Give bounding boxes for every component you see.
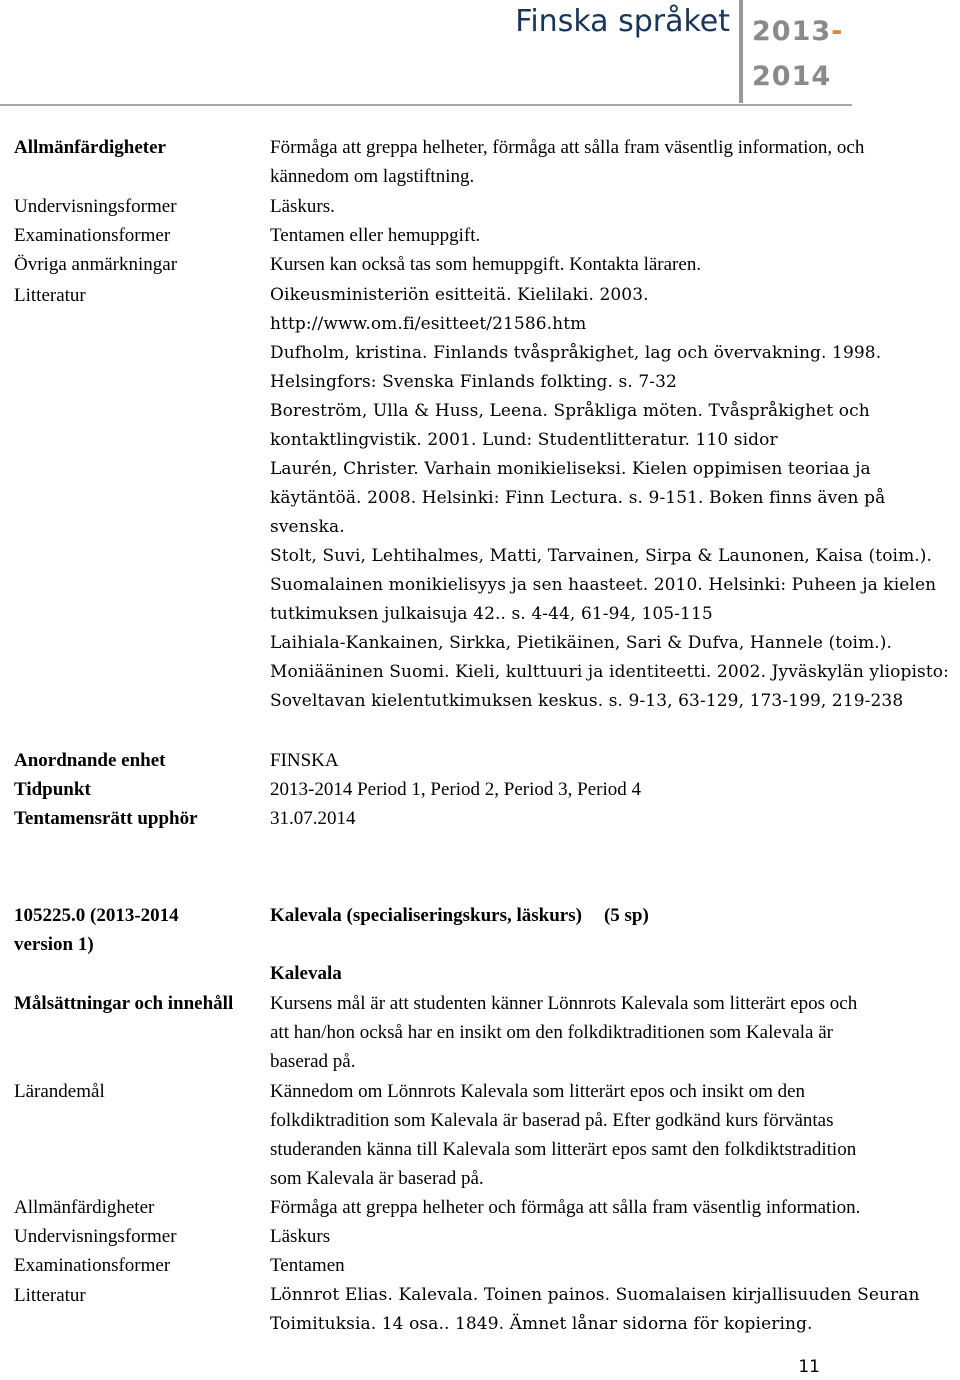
c1-allmanfardigheter-value: Förmåga att greppa helheter, förmåga att sålla fram väsentlig information, och kännedom om lagstiftning. [270,137,865,187]
c1-tidpunkt-value: 2013-2014 Period 1, Period 2, Period 3, Period 4 [270,779,642,800]
c2-litteratur-label: Litteratur [14,1285,86,1306]
c1-litteratur-label: Litteratur [14,285,86,306]
c2-subtitle: Kalevala [270,963,342,984]
c1-lit-line: Stolt, Suvi, Lehtihalmes, Matti, Tarvainen, Sirpa & Launonen, Kaisa (toim.). [270,546,933,566]
c2-malsattningar-label: Målsättningar och innehåll [14,993,234,1014]
header-title: Finska språket [515,4,730,39]
c2-examinationsformer-label: Examinationsformer [14,1255,171,1276]
c1-ovriga-value: Kursen kan också tas som hemuppgift. Kontakta läraren. [270,254,702,275]
c2-credits: (5 sp) [603,905,649,926]
c2-undervisningsformer-label: Undervisningsformer [14,1226,177,1247]
c1-anordnande-value: FINSKA [270,750,339,771]
c1-lit-line: Oikeusministeriön esitteitä. Kielilaki. 2003. [270,285,649,305]
c1-examinationsformer-value: Tentamen eller hemuppgift. [270,225,481,246]
c2-litteratur-list [270,1281,960,1339]
page-number: 11 [798,1357,820,1377]
c1-undervisningsformer-label: Undervisningsformer [14,196,177,217]
c2-undervisningsformer-value: Läskurs [270,1226,331,1247]
c1-lit-line: Suomalainen monikielisyys ja sen haasteet. 2010. Helsinki: Puheen ja kielen [270,575,937,595]
c1-lit-line: Moniääninen Suomi. Kieli, kulttuuri ja identiteetti. 2002. Jyväskylän yliopisto: [270,662,949,682]
c1-lit-line: Dufholm, kristina. Finlands tvåspråkighet, lag och övervakning. 1998. [270,343,882,363]
c2-allmanfardigheter-value: Förmåga att greppa helheter och förmåga att sålla fram väsentlig information. [270,1197,861,1218]
c2-larandemal-label: Lärandemål [14,1081,105,1102]
c2-lit-line: Lönnrot Elias. Kalevala. Toinen painos. Suomalaisen kirjallisuuden Seuran [270,1285,920,1305]
c1-lit-line: tutkimuksen julkaisuja 42.. s. 4-44, 61-94, 105-115 [270,604,713,624]
c1-examinationsformer-label: Examinationsformer [14,225,171,246]
c2-allmanfardigheter-label: Allmänfärdigheter [14,1197,155,1218]
c2-course-title [270,901,960,930]
c1-lit-line: svenska. [270,517,345,537]
c1-anordnande-label: Anordnande enhet [14,750,166,771]
header-rule [0,104,852,106]
c1-tentamensratt-value: 31.07.2014 [270,808,356,829]
c1-allmanfardigheter-label: Allmänfärdigheter [14,137,166,158]
c1-lit-line: http://www.om.fi/esitteet/21586.htm [270,314,587,334]
c1-tentamensratt-label: Tentamensrätt upphör [14,808,198,829]
header-year-start: 2013- [752,16,844,47]
header-divider [739,0,743,103]
c1-undervisningsformer-value: Läskurs. [270,196,335,217]
header-year-end: 2014 [752,61,832,92]
c1-tidpunkt-label: Tidpunkt [14,779,91,800]
c2-malsattningar-value: Kursens mål är att studenten känner Lönnrots Kalevala som litterärt epos och att han/hon också har en insikt om den folkdiktraditionen som Kalevala är baserad på. [270,993,858,1072]
c2-lit-line: Toimituksia. 14 osa.. 1849. Ämnet lånar sidorna för kopiering. [270,1314,813,1334]
c1-lit-line: Helsingfors: Svenska Finlands folkting. s. 7-32 [270,372,677,392]
c1-lit-line: Laurén, Christer. Varhain monikieliseksi. Kielen oppimisen teoriaa ja [270,459,871,479]
c2-larandemal-value: Kännedom om Lönnrots Kalevala som litterärt epos och insikt om den folkdiktradition som Kalevala är baserad på. Efter godkänd kurs förväntas studeranden känna till Kalevala som litterärt epos samt den folkdiktstradition som Kalevala är baserad på. [270,1081,857,1189]
header-year-dash: - [831,16,844,47]
c1-lit-line: Laihiala-Kankainen, Sirkka, Pietikäinen, Sari & Dufva, Hannele (toim.). [270,633,893,653]
c2-title: Kalevala (specialiseringskurs, läskurs) [270,905,582,926]
c1-lit-line: kontaktlingvistik. 2001. Lund: Studentlitteratur. 110 sidor [270,430,778,450]
c1-ovriga-label: Övriga anmärkningar [14,254,178,275]
c1-litteratur-list [270,281,960,716]
c1-lit-line: käytäntöä. 2008. Helsinki: Finn Lectura. s. 9-151. Boken finns även på [270,488,886,508]
c1-lit-line: Boreström, Ulla & Huss, Leena. Språkliga möten. Tvåspråkighet och [270,401,870,421]
c1-lit-line: Soveltavan kielentutkimuksen keskus. s. 9-13, 63-129, 173-199, 219-238 [270,691,904,711]
c2-course-code: 105225.0 (2013-2014 version 1) [14,905,179,955]
c2-examinationsformer-value: Tentamen [270,1255,345,1276]
